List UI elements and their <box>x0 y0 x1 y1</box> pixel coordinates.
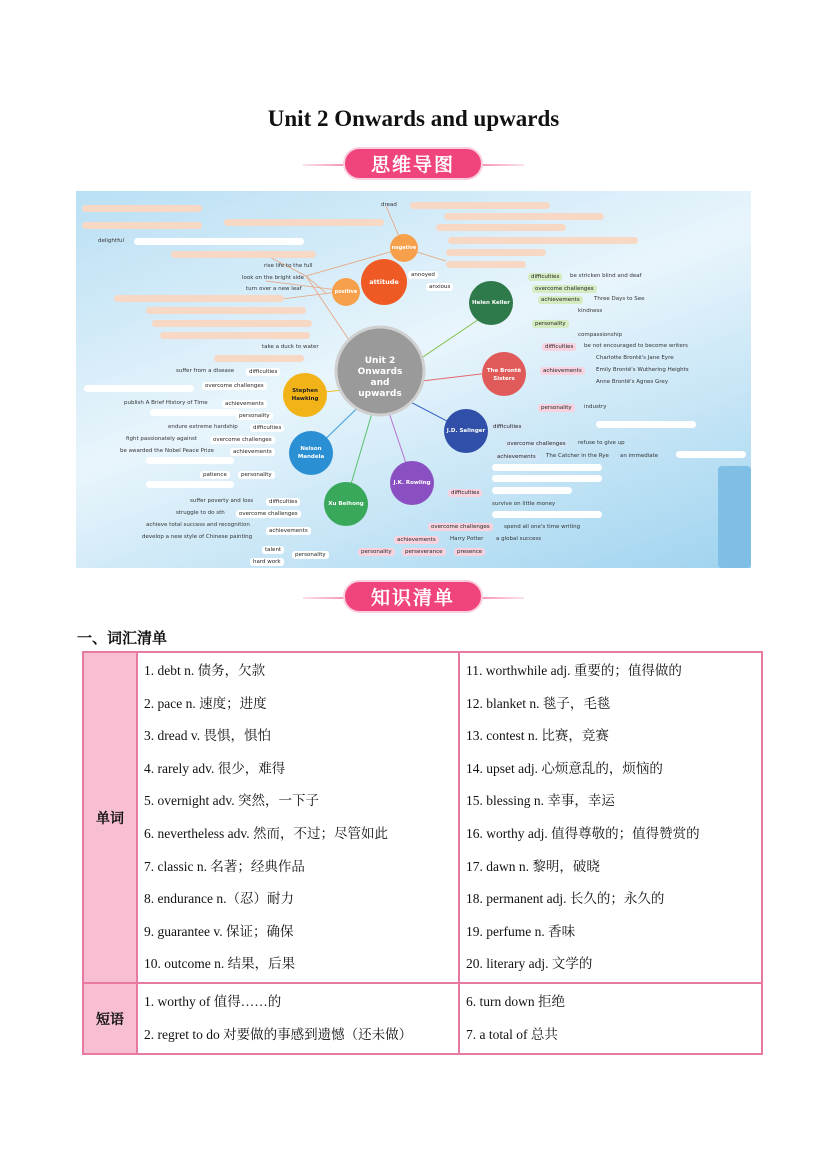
blank-bar <box>146 457 234 464</box>
blank-bar <box>596 421 696 428</box>
mm-label: Emily Brontë's Wuthering Heights <box>596 367 689 373</box>
words-right-column <box>459 652 762 983</box>
vocab-item: 1. debt n. 债务，欠款 <box>144 663 266 678</box>
mm-tag: achievements <box>538 296 583 304</box>
mm-label: Three Days to See <box>594 296 645 302</box>
phrase-item: 6. turn down 拒绝 <box>466 994 565 1010</box>
mm-label: endure extreme hardship <box>168 424 238 430</box>
mm-tag: talent <box>262 546 284 554</box>
phrases-left-column <box>137 983 459 1054</box>
mm-label: be awarded the Nobel Peace Prize <box>120 448 214 454</box>
vocab-item: 16. worthy adj. 值得尊敬的；值得赞赏的 <box>466 825 700 841</box>
blank-bar <box>82 205 202 212</box>
mm-tag: personality <box>238 471 275 479</box>
blank-bar <box>492 475 602 482</box>
vocab-item: 9. guarantee v. 保证；确保 <box>144 923 294 939</box>
vocab-item: 10. outcome n. 结果，后果 <box>144 956 296 972</box>
blank-bar <box>150 409 240 416</box>
mm-tag: difficulties <box>266 498 300 506</box>
mm-tag: difficulties <box>250 424 284 432</box>
phrases-row <box>83 983 762 1054</box>
blank-bar <box>676 451 746 458</box>
blank-bar <box>410 202 550 209</box>
mm-label: suffer poverty and loss <box>190 498 254 504</box>
mm-label: publish A Brief History of Time <box>124 400 208 406</box>
blank-bar <box>492 487 572 494</box>
mm-tag: overcome challenges <box>210 436 275 444</box>
phrases-row-header: 短语 <box>83 983 137 1054</box>
mm-label: fight passionately against <box>126 436 198 442</box>
phrases-right-column <box>459 983 762 1054</box>
mindmap-node-attitude: attitude <box>369 278 399 286</box>
phrase-item: 1. worthy of 值得……的 <box>144 994 282 1010</box>
mm-label: develop a new style of Chinese painting <box>142 534 253 540</box>
mm-tag: anxious <box>426 283 453 291</box>
mindmap-node-hawking: Stephen Hawking <box>291 388 319 402</box>
knowledge-banner <box>303 580 524 616</box>
blank-bar <box>171 251 316 258</box>
mm-tag: difficulties <box>448 489 482 497</box>
vocab-item: 6. nevertheless adv. 然而，不过；尽管如此 <box>144 825 388 841</box>
mm-label: struggle to do sth <box>176 510 225 516</box>
mindmap-node-xu-beihong: Xu Beihong <box>328 501 364 507</box>
mm-tag: achievements <box>222 400 267 408</box>
blank-bar <box>214 355 304 362</box>
blank-bar <box>446 249 546 256</box>
words-row-header: 单词 <box>83 652 137 983</box>
mm-label: rise life to the full <box>264 263 313 269</box>
mindmap-banner <box>303 147 524 183</box>
blank-bar <box>160 332 310 339</box>
blank-bar <box>448 237 638 244</box>
vocab-item: 7. classic n. 名著；经典作品 <box>144 858 305 874</box>
mm-label: survive on little money <box>492 501 556 507</box>
blank-bar <box>114 295 284 302</box>
blank-bar <box>224 219 384 226</box>
vocab-item: 14. upset adj. 心烦意乱的，烦恼的 <box>466 760 663 776</box>
mindmap-node-rowling: J.K. Rowling <box>393 480 431 486</box>
vocab-table <box>82 651 763 1055</box>
blank-bar <box>134 238 304 245</box>
vocab-item: 5. overnight adv. 突然，一下子 <box>144 793 319 809</box>
mm-tag: presence <box>454 548 485 556</box>
mm-label: be not encouraged to become writers <box>584 343 688 349</box>
blank-bar <box>492 464 602 471</box>
page-title: Unit 2 Onwards and upwards <box>267 106 560 131</box>
mm-label: Charlotte Brontë's Jane Eyre <box>596 355 674 361</box>
phrase-item: 7. a total of 总共 <box>466 1026 558 1042</box>
words-row <box>83 652 762 983</box>
blank-bar <box>152 320 312 327</box>
mm-tag: achievements <box>230 448 275 456</box>
blank-bar <box>436 224 566 231</box>
vocab-item: 2. pace n. 速度；进度 <box>144 695 267 711</box>
section-heading: 一、词汇清单 <box>77 629 168 647</box>
mm-tag: personality <box>358 548 395 556</box>
mm-tag: overcome challenges <box>532 285 597 293</box>
vocab-item: 4. rarely adv. 很少，难得 <box>144 760 286 776</box>
mm-tag: achievements <box>266 527 311 535</box>
blank-bar <box>84 385 194 392</box>
mm-tag: difficulties <box>490 423 524 431</box>
mindmap-node-helen-keller: Helen Keller <box>472 300 510 306</box>
mm-tag: overcome challenges <box>202 382 267 390</box>
mm-label: kindness <box>578 308 603 314</box>
mm-label: suffer from a disease <box>176 368 235 374</box>
blank-bar <box>444 213 604 220</box>
mm-tag: difficulties <box>528 273 562 281</box>
mindmap-node-salinger: J.D. Salinger <box>446 428 486 434</box>
mm-tag: achievements <box>494 453 539 461</box>
mm-tag: difficulties <box>542 343 576 351</box>
vocab-item: 12. blanket n. 毯子，毛毯 <box>466 695 611 711</box>
mm-tag: patience <box>200 471 230 479</box>
mm-label: Harry Potter <box>450 536 484 542</box>
mm-tag: overcome challenges <box>428 523 493 531</box>
mindmap-node-bronte: The Brontë Sisters <box>486 368 522 382</box>
phrase-item: 2. regret to do 对要做的事感到遗憾（还未做） <box>144 1026 413 1042</box>
mindmap-node-positive: positive <box>334 289 358 295</box>
mm-label: look on the bright side <box>242 275 304 281</box>
mm-tag: overcome challenges <box>504 440 569 448</box>
mm-tag: personality <box>292 551 329 559</box>
mm-label: dread <box>381 202 397 208</box>
vocab-item: 20. literary adj. 文学的 <box>466 956 593 972</box>
mm-label: take a duck to water <box>262 344 319 350</box>
mm-tag: difficulties <box>246 368 280 376</box>
blank-bar <box>446 261 526 268</box>
vocab-item: 17. dawn n. 黎明，破晓 <box>466 858 600 874</box>
knowledge-banner-label: 知识清单 <box>343 580 483 613</box>
vocab-item: 8. endurance n.（忍）耐力 <box>144 891 294 907</box>
mm-tag: hard work <box>250 558 284 566</box>
blank-bar <box>82 222 202 229</box>
mm-tag: personality <box>538 404 575 412</box>
mm-label: Anne Brontë's Agnes Grey <box>596 379 669 385</box>
mm-label: refuse to give up <box>578 440 625 446</box>
mm-label: delightful <box>98 238 125 244</box>
mm-label: turn over a new leaf <box>246 286 302 292</box>
blank-bar <box>146 481 234 488</box>
mindmap-banner-label: 思维导图 <box>343 147 483 180</box>
blank-bar <box>146 307 306 314</box>
vocab-item: 19. perfume n. 香味 <box>466 923 576 939</box>
mm-label: a global success <box>496 536 542 542</box>
mm-label: compassionship <box>578 332 623 338</box>
vocab-item: 3. dread v. 畏惧，惧怕 <box>144 728 271 744</box>
vocab-item: 11. worthwhile adj. 重要的；值得做的 <box>466 663 682 678</box>
vocab-item: 18. permanent adj. 长久的；永久的 <box>466 891 665 907</box>
mm-tag: annoyed <box>408 271 438 279</box>
mm-tag: achievements <box>540 367 585 375</box>
mm-label: spend all one's time writing <box>504 524 581 530</box>
mm-label: The Catcher in the Rye <box>546 453 609 459</box>
words-left-column <box>137 652 459 983</box>
mindmap-center: Unit 2 Onwards and upwards <box>357 356 403 399</box>
mm-tag: personality <box>236 412 273 420</box>
mm-tag: achievements <box>394 536 439 544</box>
mindmap-node-negative: negative <box>391 245 417 251</box>
vocab-item: 15. blessing n. 幸事，幸运 <box>466 793 615 809</box>
mindmap-node-mandela: Nelson Mandela <box>297 446 325 460</box>
mm-tag: overcome challenges <box>236 510 301 518</box>
mm-label: industry <box>584 404 607 410</box>
mm-label: an immediate <box>620 453 659 459</box>
vocab-item: 13. contest n. 比赛，竞赛 <box>466 728 609 744</box>
mm-tag: personality <box>532 320 569 328</box>
mm-tag: perseverance <box>402 548 446 556</box>
mm-label: achieve total success and recognition <box>146 522 250 528</box>
mind-map-image <box>76 191 751 568</box>
blank-bar <box>492 511 602 518</box>
mm-label: be stricken blind and deaf <box>570 273 642 279</box>
